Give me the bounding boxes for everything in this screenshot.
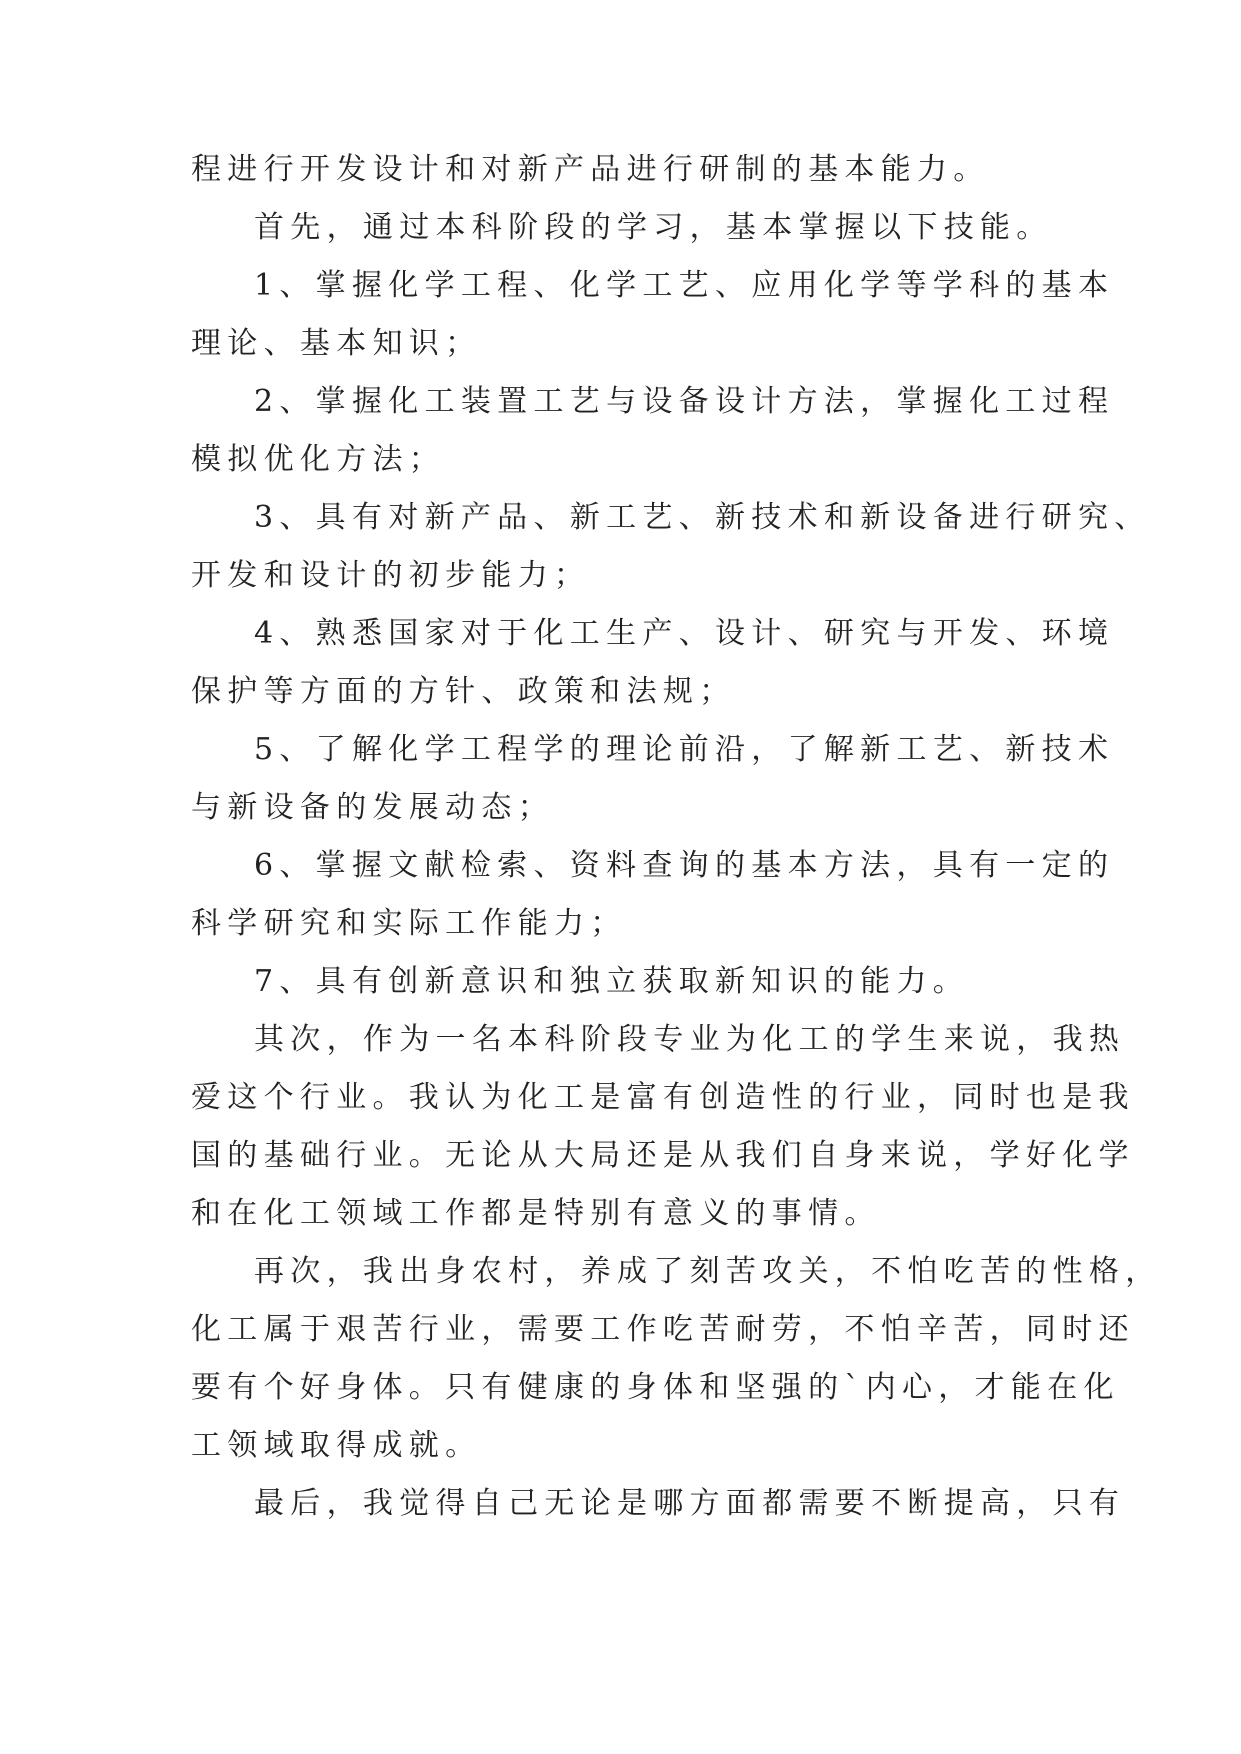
paragraph-line: 最后，我觉得自己无论是哪方面都需要不断提高，只有 [254,1486,1126,1521]
paragraph-line: 再次，我出身农村，养成了刻苦攻关，不怕吃苦的性格， [254,1254,1162,1289]
text-line: 爱这个行业。我认为化工是富有创造性的行业，同时也是我 [191,1080,1135,1115]
text-line: 程进行开发设计和对新产品进行研制的基本能力。 [191,152,990,187]
list-item-5: 5、了解化学工程学的理论前沿，了解新工艺、新技术 [254,732,1115,767]
text-line: 科学研究和实际工作能力； [191,906,627,941]
text-line: 模拟优化方法； [191,442,446,477]
text-line: 化工属于艰苦行业，需要工作吃苦耐劳，不怕辛苦，同时还 [191,1312,1135,1347]
list-item-6: 6、掌握文献检索、资料查询的基本方法，具有一定的 [254,848,1115,883]
list-item-7: 7、具有创新意识和独立获取新知识的能力。 [254,964,970,999]
text-line: 和在化工领域工作都是特别有意义的事情。 [191,1196,881,1231]
text-line: 工领域取得成就。 [191,1428,482,1463]
text-line: 理论、基本知识； [191,326,482,361]
text-line: 国的基础行业。无论从大局还是从我们自身来说，学好化学 [191,1138,1135,1173]
list-item-2: 2、掌握化工装置工艺与设备设计方法，掌握化工过程 [254,384,1115,419]
list-item-1: 1、掌握化学工程、化学工艺、应用化学等学科的基本 [254,268,1115,303]
text-line: 与新设备的发展动态； [191,790,554,825]
list-item-3: 3、具有对新产品、新工艺、新技术和新设备进行研究、 [254,500,1151,535]
list-item-4: 4、熟悉国家对于化工生产、设计、研究与开发、环境 [254,616,1115,651]
text-line: 保护等方面的方针、政策和法规； [191,674,736,709]
text-line: 开发和设计的初步能力； [191,558,591,593]
text-line: 要有个好身体。只有健康的身体和坚强的`内心，才能在化 [191,1370,1120,1405]
paragraph-line: 其次，作为一名本科阶段专业为化工的学生来说，我热 [254,1022,1126,1057]
paragraph-line: 首先，通过本科阶段的学习，基本掌握以下技能。 [254,210,1053,245]
